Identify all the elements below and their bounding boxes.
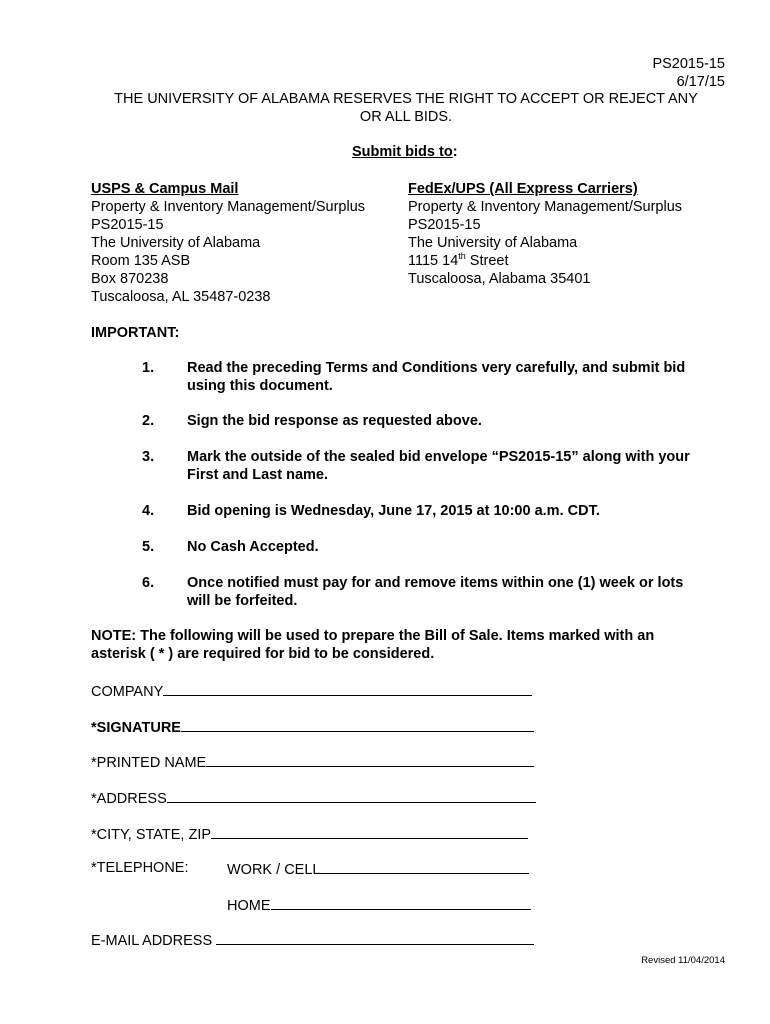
item-text: Bid opening is Wednesday, June 17, 2015 at 10:00 a.m. CDT. (187, 503, 600, 519)
fedex-line: Property & Inventory Management/Surplus (408, 199, 683, 215)
signature-label: *SIGNATURE (91, 720, 181, 736)
item-text: Sign the bid response as requested above. (187, 413, 482, 429)
work-cell-line[interactable] (320, 859, 529, 874)
usps-line: Tuscaloosa, AL 35487-0238 (91, 289, 271, 305)
home-label: HOME (227, 898, 271, 914)
address-field[interactable] (91, 788, 536, 808)
item-text-cont: will be forfeited. (187, 593, 298, 609)
note-line-1: NOTE: The following will be used to prepare the Bill of Sale. Items marked with an (91, 628, 655, 644)
usps-heading: USPS & Campus Mail (91, 181, 239, 197)
item-text: Once notified must pay for and remove items within one (1) week or lots (187, 575, 684, 591)
usps-line: Box 870238 (91, 271, 169, 287)
item-text: No Cash Accepted. (187, 539, 319, 555)
company-field[interactable] (91, 681, 532, 701)
submit-bids-colon: : (452, 144, 458, 160)
item-number: 2. (142, 413, 155, 429)
fedex-street-number: 1115 14 (408, 253, 459, 269)
fedex-city: Tuscaloosa, Alabama 35401 (408, 271, 591, 287)
company-line[interactable] (163, 681, 532, 696)
address-line[interactable] (167, 788, 536, 803)
signature-field[interactable] (91, 717, 534, 737)
city-state-zip-field[interactable] (91, 824, 528, 844)
fedex-street (408, 252, 509, 270)
submit-bids-title: Submit bids to (352, 144, 453, 160)
city-state-zip-line[interactable] (211, 824, 528, 839)
notice-line-1: THE UNIVERSITY OF ALABAMA RESERVES THE RIGHT TO ACCEPT OR REJECT ANY (114, 91, 698, 107)
telephone-label: *TELEPHONE: (91, 860, 189, 876)
usps-line: Property & Inventory Management/Surplus (91, 199, 366, 215)
fedex-line: PS2015-15 (408, 217, 481, 233)
usps-line: The University of Alabama (91, 235, 261, 251)
email-line[interactable] (216, 930, 534, 945)
home-line[interactable] (271, 895, 531, 910)
home-field[interactable] (227, 895, 531, 915)
item-text-cont: First and Last name. (187, 467, 329, 483)
printed-name-label: *PRINTED NAME (91, 755, 207, 771)
revised-date: Revised 11/04/2014 (641, 955, 725, 966)
email-field[interactable] (91, 930, 534, 950)
work-cell-field[interactable] (227, 859, 529, 879)
item-number: 6. (142, 575, 155, 591)
fedex-street-suffix: th (458, 251, 466, 262)
item-text-cont: using this document. (187, 378, 333, 394)
item-number: 3. (142, 449, 155, 465)
item-text: Mark the outside of the sealed bid envelope “PS2015-15” along with your (187, 449, 690, 465)
document-ref: PS2015-15 (652, 56, 725, 72)
note-line-2: asterisk ( * ) are required for bid to be considered. (91, 646, 435, 662)
item-number: 4. (142, 503, 155, 519)
printed-name-field[interactable] (91, 752, 534, 772)
printed-name-line[interactable] (206, 752, 534, 767)
document-date: 6/17/15 (676, 74, 725, 90)
usps-line: PS2015-15 (91, 217, 164, 233)
item-text: Read the preceding Terms and Conditions very carefully, and submit bid (187, 360, 686, 376)
notice-line-2: OR ALL BIDS. (359, 109, 453, 125)
company-label: COMPANY (91, 684, 164, 700)
signature-line[interactable] (181, 717, 534, 732)
item-number: 5. (142, 539, 155, 555)
email-label: E-MAIL ADDRESS (91, 933, 217, 949)
work-cell-label: WORK / CELL (227, 862, 321, 878)
city-state-zip-label: *CITY, STATE, ZIP (91, 827, 212, 843)
fedex-street-name: Street (465, 253, 509, 269)
fedex-line: The University of Alabama (408, 235, 578, 251)
address-label: *ADDRESS (91, 791, 167, 807)
important-label: IMPORTANT: (91, 325, 180, 341)
item-number: 1. (142, 360, 155, 376)
submit-bids-heading (352, 143, 458, 161)
usps-line: Room 135 ASB (91, 253, 191, 269)
fedex-heading: FedEx/UPS (All Express Carriers) (408, 181, 638, 197)
